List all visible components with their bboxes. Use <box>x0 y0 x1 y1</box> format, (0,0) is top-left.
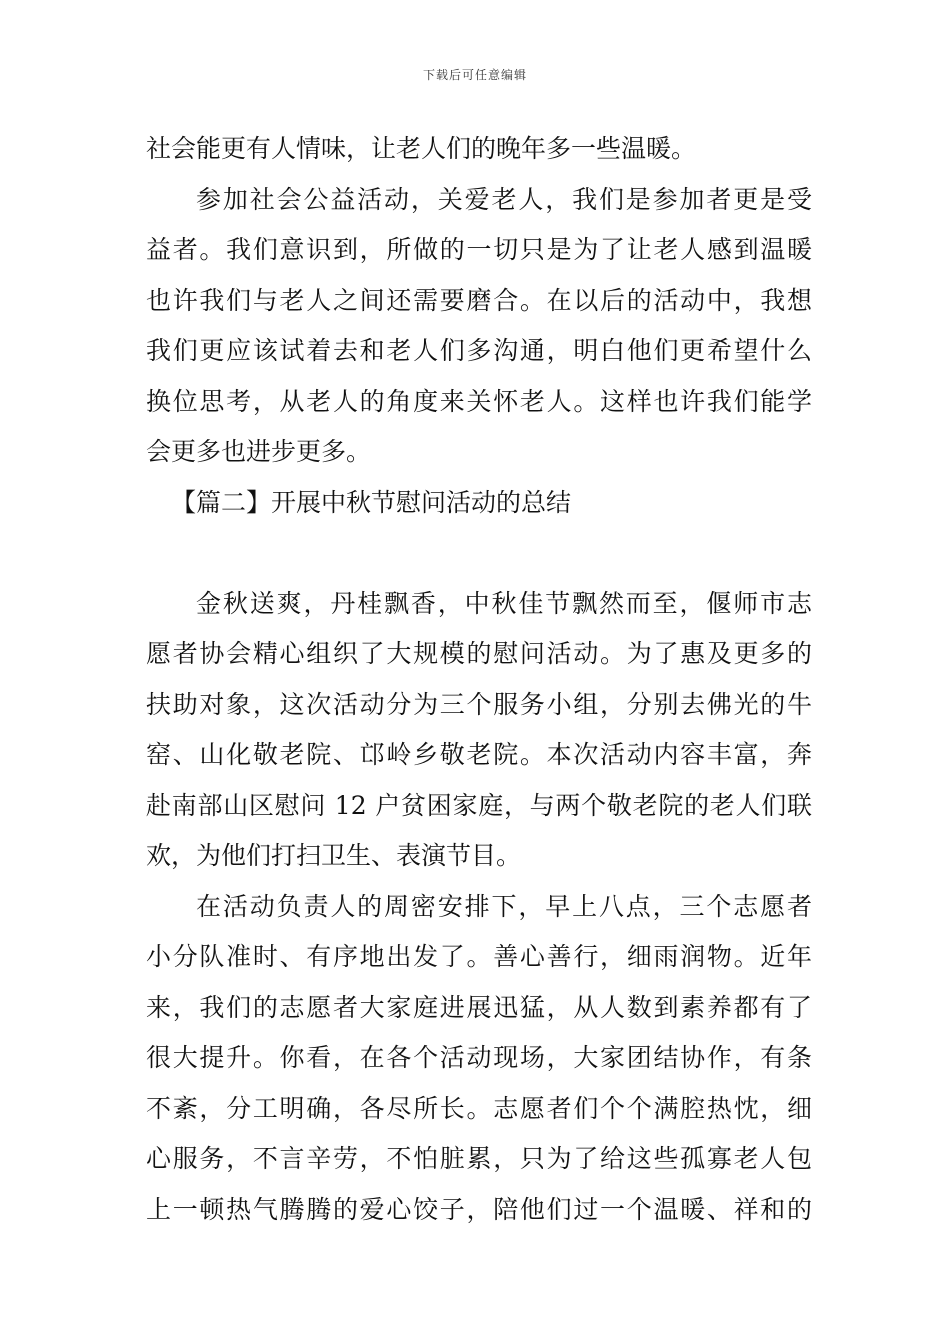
paragraph-activity <box>146 882 812 1236</box>
text-line: 参加社会公益活动，关爱老人，我们是参加者更是受 <box>196 184 812 214</box>
blank-line <box>146 528 812 579</box>
paragraph-reflection <box>146 175 812 478</box>
paragraph-closing-previous <box>146 124 812 175</box>
text-line: 换位思考，从老人的角度来关怀老人。这样也许我们能学 <box>146 386 812 416</box>
text-line: 我们更应该试着去和老人们多沟通，明白他们更希望什么 <box>146 336 812 365</box>
text-line: 窑、山化敬老院、邙岭乡敬老院。本次活动内容丰富，奔 <box>146 740 812 769</box>
document-body <box>146 124 812 1235</box>
text-line: 也许我们与老人之间还需要磨合。在以后的活动中，我想 <box>146 285 812 315</box>
text-line: 扶助对象，这次活动分为三个服务小组，分别去佛光的牛 <box>146 689 812 719</box>
text-line: 金秋送爽，丹桂飘香，中秋佳节飘然而至，偃师市志 <box>196 588 812 618</box>
text-line: 会更多也进步更多。 <box>146 437 372 466</box>
paragraph-intro <box>146 579 812 882</box>
text-line: 小分队准时、有序地出发了。善心善行，细雨润物。近年 <box>146 942 812 971</box>
text-line: 社会能更有人情味，让老人们的晚年多一些温暖。 <box>146 134 697 163</box>
text-line: 很大提升。你看，在各个活动现场，大家团结协作，有条 <box>146 1043 812 1072</box>
text-line: 不紊，分工明确，各尽所长。志愿者们个个满腔热忱，细 <box>146 1093 812 1123</box>
text-line: 来，我们的志愿者大家庭进展迅猛，从人数到素养都有了 <box>146 992 812 1022</box>
section-heading: 【篇二】开展中秋节慰问活动的总结 <box>171 487 572 517</box>
page-header-note: 下载后可任意编辑 <box>422 68 527 82</box>
text-line: 愿者协会精心组织了大规模的慰问活动。为了惠及更多的 <box>146 639 812 668</box>
text-line: 欢，为他们打扫卫生、表演节目。 <box>146 841 522 870</box>
text-line: 上一顿热气腾腾的爱心饺子，陪他们过一个温暖、祥和的 <box>146 1194 812 1224</box>
text-line: 心服务，不言辛劳，不怕脏累，只为了给这些孤寡老人包 <box>146 1144 812 1173</box>
text-line: 赴南部山区慰问 12 户贫困家庭，与两个敬老院的老人们联 <box>146 790 812 820</box>
text-line: 益者。我们意识到，所做的一切只是为了让老人感到温暖 <box>146 235 812 264</box>
text-line: 在活动负责人的周密安排下，早上八点，三个志愿者 <box>196 891 812 921</box>
